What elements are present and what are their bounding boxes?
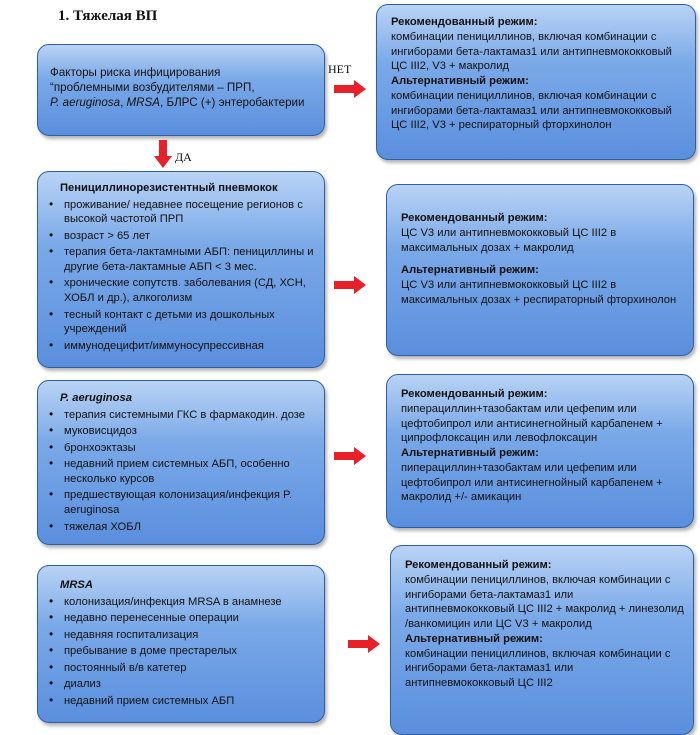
list-item: • возраст > 65 лет [46,229,316,244]
arrow-right-icon [334,447,366,465]
list-item: • недавняя госпитализация [46,628,316,643]
list-item: • проживание/ недавнее посещение регионов с высокой частотой ПРП [46,198,316,227]
mrsa-box [37,565,325,723]
list-item: • недавно перенесенные операции [46,611,316,626]
list-item: • пребывание в доме престарелых [46,644,316,659]
recommended-label: Рекомендованный режим: [401,212,548,224]
alternative-text: комбинации пенициллинов, включая комбинации с ингиборами бета-лактамаз1 или антипневмококковый ЦС III2 [405,647,671,690]
arrow-right-icon [348,635,380,653]
list-item: • недавний прием системных АБП, особенно несколько курсов [46,457,316,486]
prp-box-title: Пенициллинорезистентный пневмокок [60,182,278,194]
list-item: • терапия бета-лактамными АБП: пенициллины и другие бета-лактамные АБП < 3 мес. [46,245,316,274]
list-item: • предшествующая колонизация/инфекция P. aeruginosa [46,488,316,517]
list-item: • иммунодецифит/иммуносупрессивная [46,339,316,354]
regimen-box-2 [386,184,694,356]
alternative-label: Альтернативный режим: [401,447,539,460]
pseudomonas-box [37,380,325,545]
risk-factors-line-3: P. aeruginosa, MRSA, БЛРС (+) энтеробактерии [50,96,305,110]
risk-factors-line-2: “проблемными возбудителями – ПРП, [50,81,255,95]
mrsa-list [46,595,316,709]
list-item: • тяжелая ХОБЛ [46,520,316,535]
list-item: • бронхоэктазы [46,441,316,456]
recommended-label: Рекомендованный режим: [401,388,548,400]
risk-factors-line-1: Факторы риска инфицирования [50,66,221,79]
arrow-right-icon [334,80,366,98]
list-item: • постоянный в/в катетер [46,661,316,676]
arrow-right-icon [334,276,366,294]
list-item: • терапия системными ГКС в фармакодин. дозе [46,408,316,423]
recommended-label: Рекомендованный режим: [391,16,538,28]
list-item: • недавний прием системных АБП [46,694,316,709]
regimen-box-3 [386,374,694,528]
list-item: • диализ [46,677,316,692]
yes-label: ДА [175,150,192,164]
recommended-text: комбинации пенициллинов, включая комбинации с ингиборами бета-лактамаз1 или антипневмококковый ЦС III2, V3 + макролид [391,30,672,73]
regimen-box-1 [376,4,696,160]
page-title: 1. Тяжелая ВП [58,8,158,24]
list-item: • хронические сопутств. заболевания (СД, ХСН, ХОБЛ и др.), алкоголизм [46,276,316,305]
recommended-text: комбинации пенициллинов, включая комбинации с ингиборами бета-лактамаз1 или антипневмококковый ЦС III2 + макролид + линезолид /ванкомицин или ЦС V3 + макролид [405,573,684,631]
recommended-text: пиперациллин+тазобактам или цефепим или цефтобипрол или антисинегнойный карбапенем + ципрофлоксацин или левофлоксацин [401,402,663,445]
alternative-label: Альтернативный режим: [401,264,539,277]
alternative-label: Альтернативный режим: [391,75,529,88]
pseudomonas-box-title: P. aeruginosa [60,392,132,404]
prp-list [46,198,316,354]
recommended-label: Рекомендованный режим: [405,559,552,571]
list-item: • тесный контакт с детьми из дошкольных учреждений [46,308,316,337]
risk-factors-box [37,44,325,136]
recommended-text: ЦС V3 или антипневмококковый ЦС III2 в максимальных дозах + макролид [401,226,617,254]
mrsa-box-title: MRSA [60,579,93,591]
regimen-box-4 [390,545,694,735]
list-item: • колонизация/инфекция MRSA в анамнезе [46,595,316,610]
alternative-text: ЦС V3 или антипневмококковый ЦС III2 в максимальных дозах + респираторный фторхинолон [401,279,677,306]
alternative-label: Альтернативный режим: [405,632,543,645]
alternative-text: пиперациллин+тазобактам или цефепим или цефтобипрол или антисинегнойный карбапенем + макролид +/- амикацин [401,461,663,504]
list-item: • муковисцидоз [46,424,316,439]
alternative-text: комбинации пенициллинов, включая комбинации с ингиборами бета-лактамаз1 или антипневмококковый ЦС III2, V3 + респираторный фторхинолон [391,89,672,132]
pseudomonas-list [46,408,316,535]
arrow-down-icon [154,140,172,168]
prp-box [37,171,325,368]
no-label: НЕТ [328,62,352,76]
